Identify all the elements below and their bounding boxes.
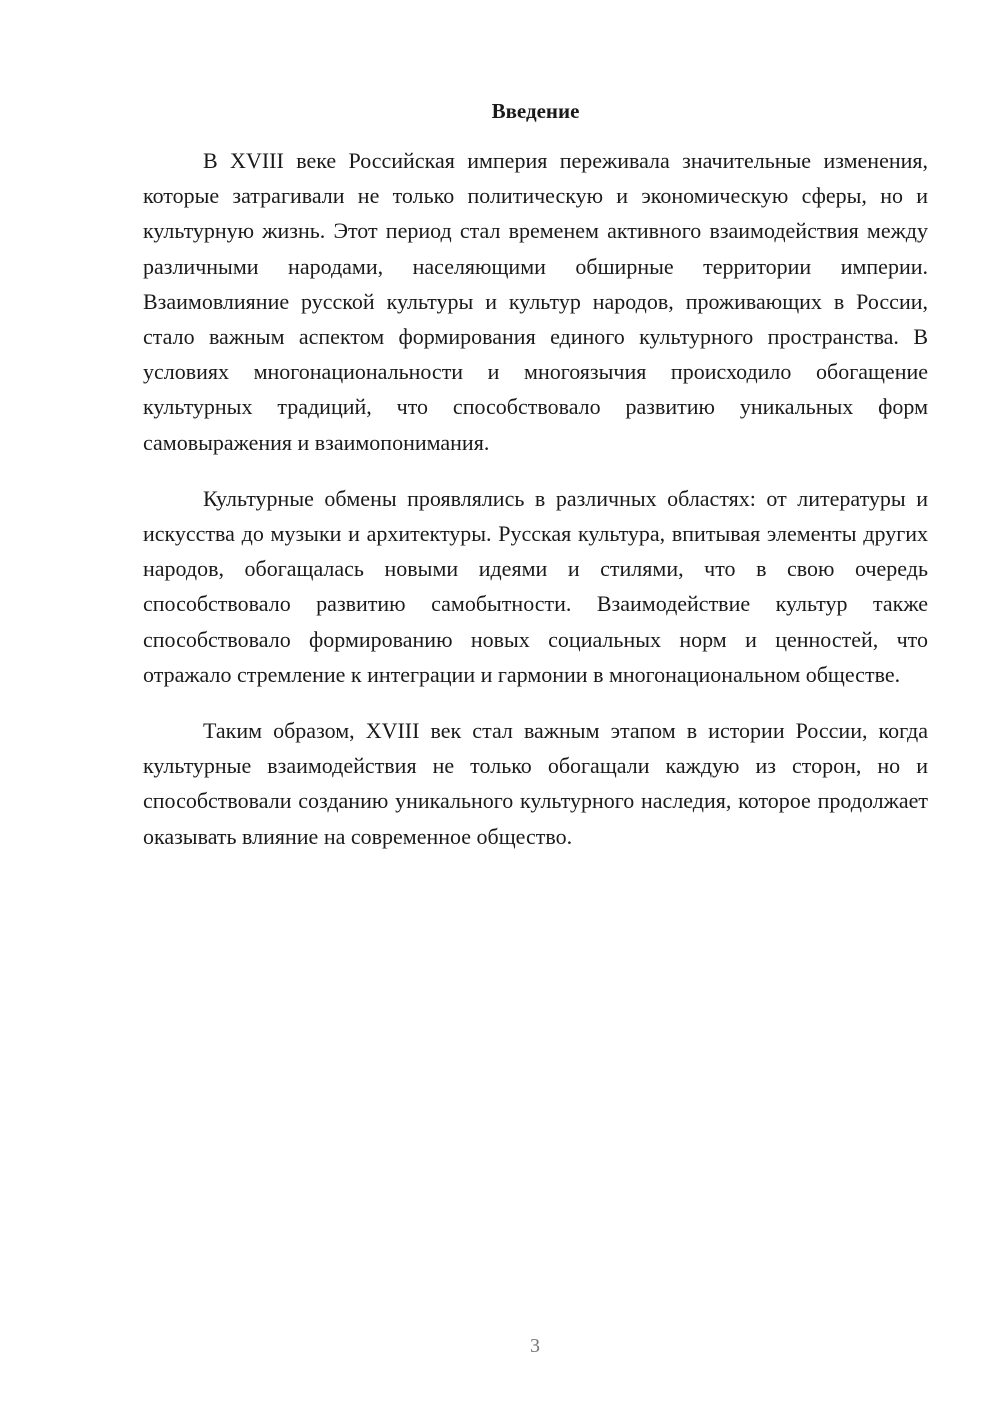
paragraph-2: Культурные обмены проявлялись в различных областях: от литературы и искусства до музыки и архитектуры. Русская культура, впитывая элементы других народов, обогащалась новыми идеями и стилями, что в свою очередь способствовало развитию самобытности. Взаимодействие культур также способствовало формированию новых социальных норм и ценностей, что отражало стремление к интеграции и гармонии в многонациональном обществе. [143, 485, 928, 687]
paragraph-3: Таким образом, XVIII век стал важным этапом в истории России, когда культурные взаимодействия не только обогащали каждую из сторон, но и способствовали созданию уникального культурного наследия, которое продолжает оказывать влияние на современное общество. [143, 718, 928, 849]
page-number: 3 [530, 1335, 540, 1357]
document-body [143, 143, 928, 875]
paragraph-1: В XVIII веке Российская империя переживала значительные изменения, которые затрагивали не только политическую и экономическую сферы, но и культурную жизнь. Этот период стал временем активного взаимодействия между различными народами, населяющими обширные территории империи. Взаимовлияние русской культуры и культур народов, проживающих в России, стало важным аспектом формирования единого культурного пространства. В условиях многонациональности и многоязычия происходило обогащение культурных традиций, что способствовало развитию уникальных форм самовыражения и взаимопонимания. [143, 148, 928, 455]
document-title: Введение [491, 99, 580, 123]
